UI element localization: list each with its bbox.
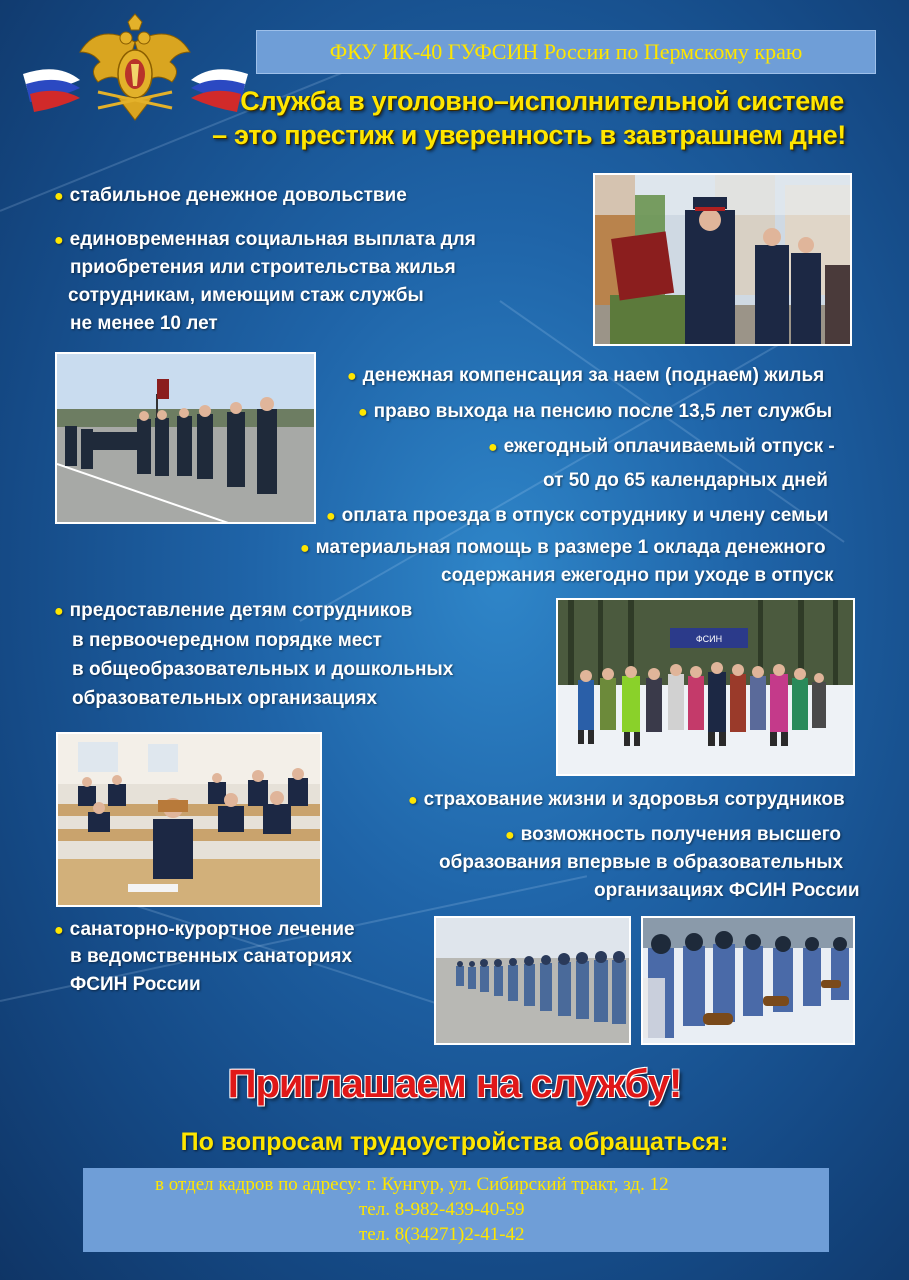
bullet-icon: ● bbox=[488, 439, 498, 456]
benefit-rent-compensation: ● денежная компенсация за наем (поднаем) жилья bbox=[347, 365, 825, 386]
bullet-icon: ● bbox=[300, 540, 310, 557]
benefit-sanatorium-line: ФСИН России bbox=[70, 974, 201, 995]
bullet-icon: ● bbox=[347, 368, 357, 385]
photo-parade-image bbox=[57, 354, 316, 524]
benefit-vacation: ● ежегодный оплачиваемый отпуск - bbox=[488, 436, 835, 457]
fsin-emblem-icon bbox=[18, 12, 253, 124]
headline-line-1: Служба в уголовно–исполнительной системе bbox=[240, 86, 844, 116]
photo-classroom bbox=[56, 732, 322, 907]
benefit-higher-education-line: организациях ФСИН России bbox=[594, 880, 860, 901]
photo-parade bbox=[55, 352, 316, 524]
contact-heading: По вопросам трудоустройства обращаться: bbox=[180, 1128, 729, 1156]
bullet-icon: ● bbox=[54, 922, 64, 939]
invitation-heading: Приглашаем на службу! bbox=[227, 1062, 682, 1106]
photo-winter-group bbox=[556, 598, 855, 776]
benefit-sanatorium-line: в ведомственных санаториях bbox=[70, 946, 353, 967]
benefit-higher-education-line: образования впервые в образовательных bbox=[439, 852, 844, 873]
photo-oath-ceremony bbox=[593, 173, 852, 346]
benefit-housing-payment: ● единовременная социальная выплата для bbox=[54, 229, 476, 250]
benefit-financial-aid: ● материальная помощь в размере 1 оклада денежного bbox=[300, 537, 826, 558]
benefit-higher-education: ● возможность получения высшего bbox=[505, 824, 841, 845]
contact-phone-2: тел. 8(34271)2-41-42 bbox=[359, 1224, 525, 1245]
bullet-icon: ● bbox=[408, 792, 418, 809]
benefit-travel-payment: ● оплата проезда в отпуск сотруднику и члену семьи bbox=[326, 505, 829, 526]
photo-formation bbox=[434, 916, 631, 1045]
benefit-children-places: ● предоставление детям сотрудников bbox=[54, 600, 413, 621]
contact-phone-1: тел. 8-982-439-40-59 bbox=[359, 1199, 525, 1220]
benefit-pension: ● право выхода на пенсию после 13,5 лет службы bbox=[358, 401, 833, 422]
headline-line-2: – это престиж и уверенность в завтрашнем дне! bbox=[212, 120, 846, 150]
benefit-insurance: ● страхование жизни и здоровья сотрудников bbox=[408, 789, 845, 810]
photo-formation-image bbox=[436, 918, 631, 1045]
benefit-housing-payment-line: приобретения или строительства жилья bbox=[70, 257, 456, 278]
benefit-children-places-line: образовательных организациях bbox=[72, 688, 378, 709]
benefit-sanatorium: ● санаторно-курортное лечение bbox=[54, 919, 355, 940]
benefit-salary: ● стабильное денежное довольствие bbox=[54, 185, 407, 206]
photo-special-unit bbox=[641, 916, 855, 1045]
bullet-icon: ● bbox=[54, 232, 64, 249]
photo-oath-ceremony-image bbox=[595, 175, 852, 346]
contact-address: в отдел кадров по адресу: г. Кунгур, ул. Сибирский тракт, зд. 12 bbox=[155, 1174, 669, 1195]
photo-winter-group-image bbox=[558, 600, 855, 776]
benefit-children-places-line: в общеобразовательных и дошкольных bbox=[72, 659, 454, 680]
bullet-icon: ● bbox=[505, 827, 515, 844]
benefit-financial-aid-line: содержания ежегодно при уходе в отпуск bbox=[441, 565, 834, 586]
bullet-icon: ● bbox=[358, 404, 368, 421]
benefit-housing-payment-line: сотрудникам, имеющим стаж службы bbox=[68, 285, 424, 306]
bullet-icon: ● bbox=[326, 508, 336, 525]
photo-classroom-image bbox=[58, 734, 322, 907]
contact-box bbox=[83, 1168, 829, 1252]
organization-header: ФКУ ИК-40 ГУФСИН России по Пермскому краю bbox=[256, 30, 876, 74]
photo-special-unit-image bbox=[643, 918, 855, 1045]
banner-text: ФСИН bbox=[695, 634, 723, 644]
bullet-icon: ● bbox=[54, 603, 64, 620]
benefit-vacation-line: от 50 до 65 календарных дней bbox=[543, 470, 828, 491]
benefit-children-places-line: в первоочередном порядке мест bbox=[72, 630, 382, 651]
bullet-icon: ● bbox=[54, 188, 64, 205]
benefit-housing-payment-line: не менее 10 лет bbox=[70, 313, 218, 334]
